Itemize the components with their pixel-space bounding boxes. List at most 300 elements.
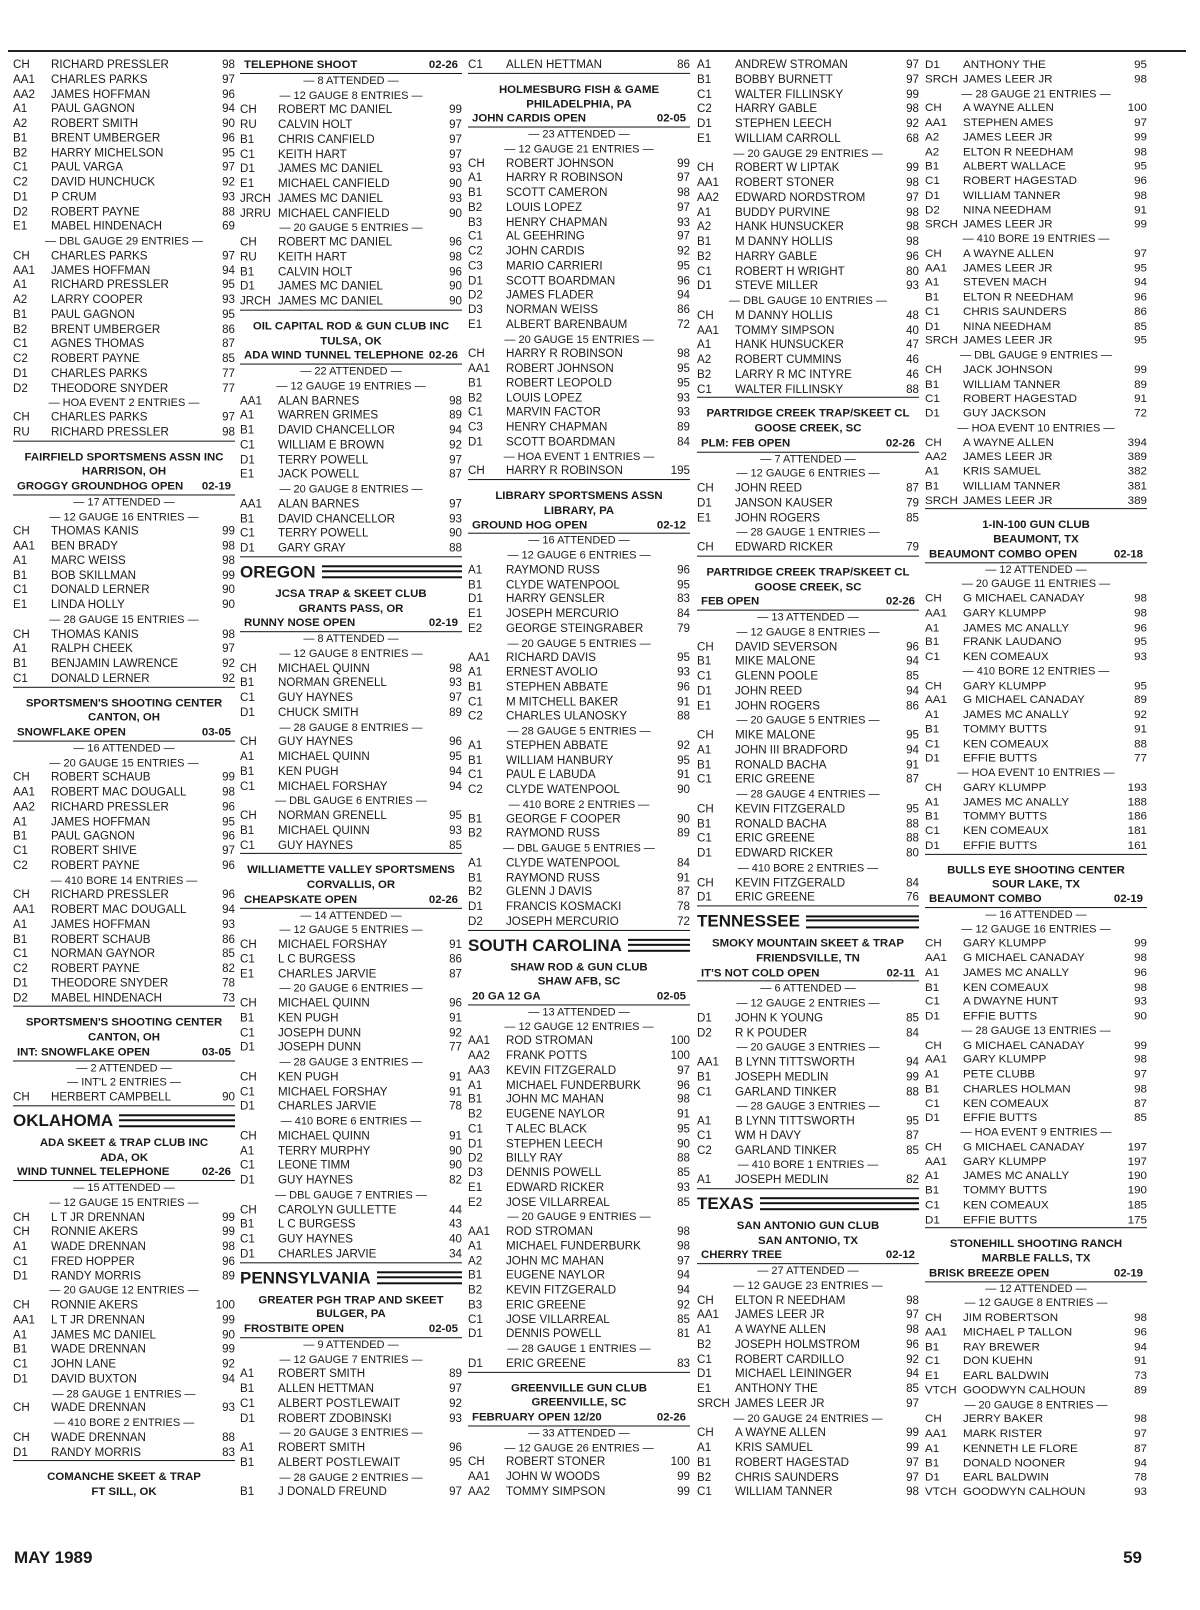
class-code: D1: [925, 751, 940, 765]
score: 84: [906, 875, 919, 889]
shooter-name: JAMES LEER JR: [963, 450, 1053, 464]
shooter-name: ROBERT HAGESTAD: [735, 1455, 850, 1469]
class-code: CH: [13, 410, 30, 424]
shooter-name: HENRY CHAPMAN: [506, 215, 608, 229]
divider-text: — 33 ATTENDED —: [528, 1427, 630, 1440]
score: 93: [449, 1411, 462, 1425]
shooter-name: JAMES MC DANIEL: [278, 191, 384, 205]
result-row: [468, 1225, 690, 1240]
result-row: [697, 891, 919, 907]
result-row: [13, 815, 235, 830]
result-row: [468, 563, 690, 578]
result-row: [697, 1441, 919, 1456]
score: 100: [215, 1298, 235, 1312]
club-heading: SMOKY MOUNTAIN SKEET & TRAP: [712, 937, 904, 950]
event-divider: [697, 996, 919, 1011]
shooter-name: GARY KLUMPP: [963, 1154, 1047, 1168]
class-code: B1: [240, 764, 255, 778]
class-code: D1: [468, 435, 483, 449]
result-row: [925, 465, 1147, 480]
score: 92: [222, 1357, 235, 1371]
score: 88: [222, 1430, 235, 1444]
shooter-name: GARY KLUMPP: [963, 1053, 1047, 1066]
shooter-name: JOHN REED: [735, 684, 802, 698]
class-code: D1: [13, 976, 28, 990]
class-code: AA1: [697, 1055, 719, 1069]
class-code: A1: [925, 275, 940, 289]
result-row: [468, 651, 690, 666]
divider-text: — 8 ATTENDED —: [303, 633, 399, 646]
divider-text: — 28 GAUGE 13 ENTRIES —: [961, 1025, 1111, 1037]
class-code: E1: [697, 1382, 712, 1396]
shooter-name: KEVIN FITZGERALD: [506, 1283, 617, 1297]
score: 47: [906, 338, 919, 352]
score: 97: [906, 1396, 919, 1410]
divider-text: — 28 GAUGE 4 ENTRIES —: [736, 788, 880, 801]
class-code: CH: [240, 937, 257, 951]
shooter-name: DON KUEHN: [963, 1354, 1033, 1368]
shooter-name: LINDA HOLLY: [51, 598, 125, 612]
score: 96: [449, 235, 462, 249]
result-row: [468, 58, 690, 74]
shooter-name: TOMMY BUTTS: [963, 809, 1047, 823]
shooter-name: JAMES MC ANALLY: [963, 708, 1070, 721]
shooter-name: BOBBY BURNETT: [735, 72, 833, 86]
score: 99: [1134, 936, 1147, 950]
class-code: E2: [468, 1195, 483, 1209]
result-row: [697, 309, 919, 324]
score: 89: [1134, 377, 1147, 391]
class-code: CH: [240, 808, 257, 822]
club-heading: BULGER, PA: [316, 1308, 386, 1321]
divider-text: — 410 BORE 2 ENTRIES —: [508, 798, 650, 811]
class-code: C1: [468, 58, 483, 71]
result-row: [240, 1218, 462, 1233]
result-row: [468, 1357, 690, 1373]
score: 96: [1134, 290, 1147, 304]
class-code: C1: [468, 1312, 483, 1326]
class-code: A1: [240, 750, 255, 764]
shooter-name: M DANNY HOLLIS: [735, 308, 833, 322]
shooter-name: GEORGE F COOPER: [506, 812, 621, 826]
class-code: AA1: [925, 951, 947, 965]
event-title: [697, 595, 919, 611]
class-code: B1: [925, 479, 940, 493]
result-row: [697, 1308, 919, 1323]
spacer: [925, 509, 1147, 518]
divider-text: — 20 GAUGE 6 ENTRIES —: [279, 982, 423, 995]
club-heading: SPORTSMEN'S SHOOTING CENTER: [25, 1016, 223, 1029]
club-heading: CORVALLIS, OR: [306, 878, 396, 891]
result-row: [697, 640, 919, 655]
event-title: [240, 893, 462, 909]
score: 98: [222, 627, 235, 641]
result-row: [468, 578, 690, 593]
result-row: [240, 177, 462, 192]
event-title: [240, 349, 462, 365]
class-code: C2: [13, 175, 28, 189]
result-row: [13, 1431, 235, 1446]
event-name: FEB OPEN: [701, 595, 760, 608]
class-code: VTCH: [925, 1485, 957, 1499]
score: 93: [222, 293, 235, 307]
shooter-name: ROD STROMAN: [506, 1034, 593, 1048]
shooter-name: CAROLYN GULLETTE: [278, 1202, 397, 1216]
result-row: [240, 527, 462, 542]
class-code: B1: [13, 131, 28, 145]
class-code: A1: [468, 856, 483, 870]
state-name: TEXAS: [697, 1193, 754, 1213]
shooter-name: BRENT UMBERGER: [51, 322, 161, 336]
score: 97: [449, 147, 462, 161]
score: 98: [449, 661, 462, 675]
divider-text: — 12 GAUGE 7 ENTRIES —: [279, 1353, 423, 1366]
score: 88: [449, 541, 462, 555]
class-code: B2: [13, 322, 28, 336]
class-code: C1: [240, 438, 255, 452]
state-name: OREGON: [240, 562, 316, 582]
result-row: [240, 438, 462, 453]
event-divider: [697, 452, 919, 467]
event-divider: [697, 526, 919, 541]
shooter-name: MICHAEL QUINN: [278, 661, 370, 675]
event-divider: [240, 908, 462, 923]
result-row: [925, 1355, 1147, 1370]
divider-text: — 410 BORE 1 ENTRIES —: [737, 1159, 879, 1172]
score: 97: [1134, 1427, 1147, 1440]
result-row: [240, 250, 462, 265]
state-heading: [697, 1192, 919, 1216]
shooter-name: LARRY R MC INTYRE: [735, 367, 852, 381]
shooter-name: M MITCHELL BAKER: [506, 695, 619, 708]
shooter-name: WM H DAVY: [735, 1128, 802, 1142]
event-date: 03-05: [201, 1046, 231, 1059]
score: 98: [1134, 980, 1147, 994]
event-divider: [697, 1041, 919, 1056]
shooter-name: M DANNY HOLLIS: [735, 234, 833, 248]
score: 92: [222, 656, 235, 670]
event-date: 02-19: [1113, 1267, 1143, 1280]
class-code: B1: [925, 159, 940, 173]
shooter-name: DAVID SEVERSON: [735, 640, 838, 654]
divider-text: — DBL GAUGE 29 ENTRIES —: [45, 235, 203, 248]
score: 89: [449, 408, 462, 422]
shooter-name: CHUCK SMITH: [278, 705, 359, 719]
score: 87: [1134, 1441, 1147, 1455]
score: 188: [1127, 795, 1147, 809]
shooter-name: THOMAS KANIS: [51, 627, 139, 641]
shooter-name: EDWARD RICKER: [735, 540, 834, 554]
event-divider: [240, 1056, 462, 1071]
state-heading: [240, 1266, 462, 1290]
score: 93: [1134, 994, 1147, 1008]
shooter-name: RANDY MORRIS: [51, 1269, 141, 1283]
score: 100: [1127, 101, 1147, 115]
class-code: B1: [240, 1455, 255, 1469]
result-row: [697, 817, 919, 832]
result-row: [468, 1283, 690, 1298]
shooter-name: JAMES MC ANALLY: [963, 1169, 1070, 1183]
score: 99: [222, 1225, 235, 1239]
score: 99: [1134, 363, 1147, 376]
class-code: C2: [13, 858, 28, 872]
class-code: CH: [697, 875, 714, 889]
shooter-name: ALBERT POSTLEWAIT: [278, 1396, 401, 1410]
shooter-name: CHARLES JARVIE: [278, 1247, 377, 1261]
shooter-name: TOMMY BUTTS: [963, 722, 1047, 736]
shooter-name: ROBERT STONER: [506, 1455, 606, 1469]
class-code: B1: [697, 758, 712, 772]
shooter-name: DONALD NOONER: [963, 1456, 1066, 1470]
score: 93: [677, 405, 690, 419]
result-row: [925, 1140, 1147, 1155]
event-divider: [240, 74, 462, 89]
shooter-name: CHRIS SAUNDERS: [963, 304, 1067, 318]
score: 43: [449, 1217, 462, 1231]
class-code: B1: [697, 654, 712, 668]
result-row: [925, 839, 1147, 855]
shooter-name: CHARLES ULANOSKY: [506, 709, 628, 723]
score: 98: [677, 186, 690, 200]
divider-text: — 410 BORE 14 ENTRIES —: [50, 874, 198, 887]
club-heading: WILLIAMETTE VALLEY SPORTSMENS: [247, 864, 455, 877]
club-heading: SOUR LAKE, TX: [992, 878, 1080, 891]
event-date: 02-19: [201, 480, 231, 493]
score: 88: [222, 204, 235, 218]
shooter-name: A WAYNE ALLEN: [735, 1323, 826, 1337]
shooter-name: JACK JOHNSON: [963, 363, 1053, 376]
class-code: A1: [240, 1143, 255, 1157]
result-row: [240, 779, 462, 794]
result-row: [468, 680, 690, 695]
class-code: A1: [697, 58, 712, 71]
shooter-name: WADE DRENNAN: [51, 1430, 146, 1444]
result-row: [468, 710, 690, 725]
score: 92: [222, 175, 235, 189]
event-divider: [13, 1416, 235, 1431]
event-date: 03-05: [201, 726, 231, 739]
divider-text: — 12 GAUGE 6 ENTRIES —: [507, 549, 651, 562]
shooter-name: ROBERT SMITH: [278, 1367, 366, 1381]
score: 96: [222, 800, 235, 814]
spacer: [468, 74, 690, 83]
class-code: C1: [697, 87, 712, 101]
event-divider: [697, 1264, 919, 1279]
event-title: [925, 1266, 1147, 1282]
shooter-name: ALAN BARNES: [278, 394, 360, 408]
score: 88: [906, 831, 919, 845]
event-divider: [925, 563, 1147, 578]
shooter-name: TOMMY SIMPSON: [735, 323, 835, 337]
event-divider: [468, 1426, 690, 1441]
result-row: [925, 781, 1147, 796]
result-row: [468, 666, 690, 681]
shooter-name: THEODORE SNYDER: [51, 976, 169, 990]
result-row: [13, 425, 235, 441]
class-code: E1: [13, 598, 28, 612]
result-row: [697, 1011, 919, 1026]
class-code: C2: [468, 709, 483, 723]
score: 97: [449, 691, 462, 705]
event-divider: [468, 142, 690, 157]
result-row: [697, 264, 919, 279]
result-row: [240, 824, 462, 839]
shooter-name: JOHN III BRADFORD: [735, 743, 848, 757]
class-code: E1: [697, 511, 712, 525]
shooter-name: GOODWYN CALHOUN: [963, 1485, 1086, 1499]
divider-text: — 2 ATTENDED —: [76, 1061, 172, 1074]
shooter-name: JOSEPH MEDLIN: [735, 1070, 829, 1084]
result-row: [925, 592, 1147, 607]
shooter-name: MIKE MALONE: [735, 728, 816, 742]
shooter-name: ROBERT SHIVE: [51, 844, 137, 858]
score: 98: [222, 785, 235, 799]
result-row: [13, 278, 235, 293]
event-name: 20 GA 12 GA: [472, 990, 541, 1003]
shooter-name: MARIO CARRIERI: [506, 259, 603, 273]
shooter-name: CHARLES PARKS: [51, 366, 148, 380]
shooter-name: WILLIAM TANNER: [963, 479, 1061, 493]
class-code: CH: [13, 58, 30, 71]
score: 90: [677, 782, 690, 796]
class-code: C2: [468, 244, 483, 258]
class-code: CH: [697, 481, 714, 495]
shooter-name: CLYDE WATENPOOL: [506, 577, 620, 591]
event-date: 02-05: [656, 112, 686, 125]
result-row: [240, 512, 462, 527]
class-code: SRCH: [925, 493, 958, 507]
result-row: [925, 1311, 1147, 1326]
result-row: [240, 1367, 462, 1382]
score: 91: [1134, 1354, 1147, 1368]
class-code: D1: [240, 1173, 255, 1187]
score: 85: [906, 669, 919, 683]
score: 81: [677, 1327, 690, 1341]
class-code: A2: [697, 352, 712, 366]
spacer: [925, 854, 1147, 863]
class-code: C1: [240, 1396, 255, 1410]
class-code: JRCH: [240, 294, 271, 308]
score: 82: [222, 961, 235, 975]
divider-text: — 20 GAUGE 12 ENTRIES —: [49, 1284, 199, 1297]
shooter-name: ROBERT SCHAUB: [51, 770, 151, 784]
shooter-name: MICHAEL CANFIELD: [278, 176, 390, 190]
divider-text: — 23 ATTENDED —: [528, 128, 630, 141]
result-row: [925, 1155, 1147, 1170]
result-row: [240, 1203, 462, 1218]
score: 94: [677, 1283, 690, 1297]
class-code: AA1: [13, 539, 35, 553]
result-row: [925, 145, 1147, 160]
score: 96: [906, 640, 919, 654]
shooter-name: RICHARD PRESSLER: [51, 800, 169, 814]
club-heading: SAN ANTONIO GUN CLUB: [736, 1219, 880, 1232]
class-code: CH: [697, 802, 714, 816]
score: 93: [449, 511, 462, 525]
result-row: [697, 541, 919, 557]
result-row: [240, 206, 462, 221]
class-code: B1: [925, 1183, 940, 1197]
class-code: A1: [240, 1441, 255, 1455]
result-row: [468, 391, 690, 406]
class-code: C1: [925, 1096, 940, 1110]
divider-text: — 13 ATTENDED —: [757, 611, 859, 624]
score: 186: [1127, 809, 1147, 823]
result-row: [13, 293, 235, 308]
event-divider: [697, 1279, 919, 1294]
score: 96: [677, 563, 690, 577]
shooter-name: MABEL HINDENACH: [51, 991, 163, 1005]
score: 98: [677, 1239, 690, 1253]
result-row: [240, 1173, 462, 1188]
result-row: [240, 236, 462, 251]
class-code: C1: [468, 768, 483, 782]
result-row: [697, 758, 919, 773]
result-row: [240, 133, 462, 148]
result-row: [468, 1269, 690, 1284]
event-divider: [925, 1282, 1147, 1297]
result-row: [925, 160, 1147, 175]
shooter-name: PAUL GAGNON: [51, 829, 135, 843]
class-code: B1: [697, 1070, 712, 1084]
result-row: [925, 1413, 1147, 1428]
score: 93: [449, 162, 462, 176]
class-code: C1: [240, 1026, 255, 1040]
club-heading: SHAW ROD & GUN CLUB: [510, 961, 648, 974]
result-row: [925, 606, 1147, 621]
event-divider: [468, 798, 690, 813]
score: 98: [677, 347, 690, 361]
class-code: B1: [13, 829, 28, 843]
result-row: [925, 290, 1147, 305]
result-row: [925, 1456, 1147, 1471]
shooter-name: JOHN REED: [735, 481, 802, 495]
shooter-name: GARY GRAY: [278, 541, 346, 555]
score: 99: [1134, 130, 1147, 144]
class-code: C1: [13, 947, 28, 961]
score: 78: [449, 1099, 462, 1113]
result-row: [240, 938, 462, 953]
result-row: [468, 622, 690, 637]
result-row: [925, 1384, 1147, 1399]
class-code: A1: [13, 102, 28, 116]
state-heading: [468, 933, 690, 957]
divider-text: — 13 ATTENDED —: [528, 1006, 630, 1019]
shooter-name: EFFIE BUTTS: [963, 1009, 1038, 1023]
shooter-name: ALBERT POSTLEWAIT: [278, 1455, 401, 1469]
result-row: [925, 116, 1147, 131]
score: 96: [222, 87, 235, 101]
event-title: [13, 1045, 235, 1061]
event-divider: [468, 549, 690, 564]
shooter-name: WILLIAM CARROLL: [735, 131, 841, 145]
class-code: C1: [697, 669, 712, 683]
score: 98: [1134, 72, 1147, 86]
class-code: B1: [925, 809, 940, 823]
results-column-5: [925, 58, 1147, 1500]
class-code: B2: [697, 1337, 712, 1351]
class-code: JRRU: [240, 206, 271, 220]
club-heading: STONEHILL SHOOTING RANCH: [949, 1238, 1123, 1251]
class-code: A1: [13, 814, 28, 828]
result-row: [240, 765, 462, 780]
class-code: D1: [468, 1137, 483, 1150]
class-code: AA1: [697, 323, 719, 337]
score: 97: [906, 72, 919, 86]
result-row: [13, 352, 235, 367]
score: 91: [449, 1085, 462, 1099]
result-row: [240, 147, 462, 162]
